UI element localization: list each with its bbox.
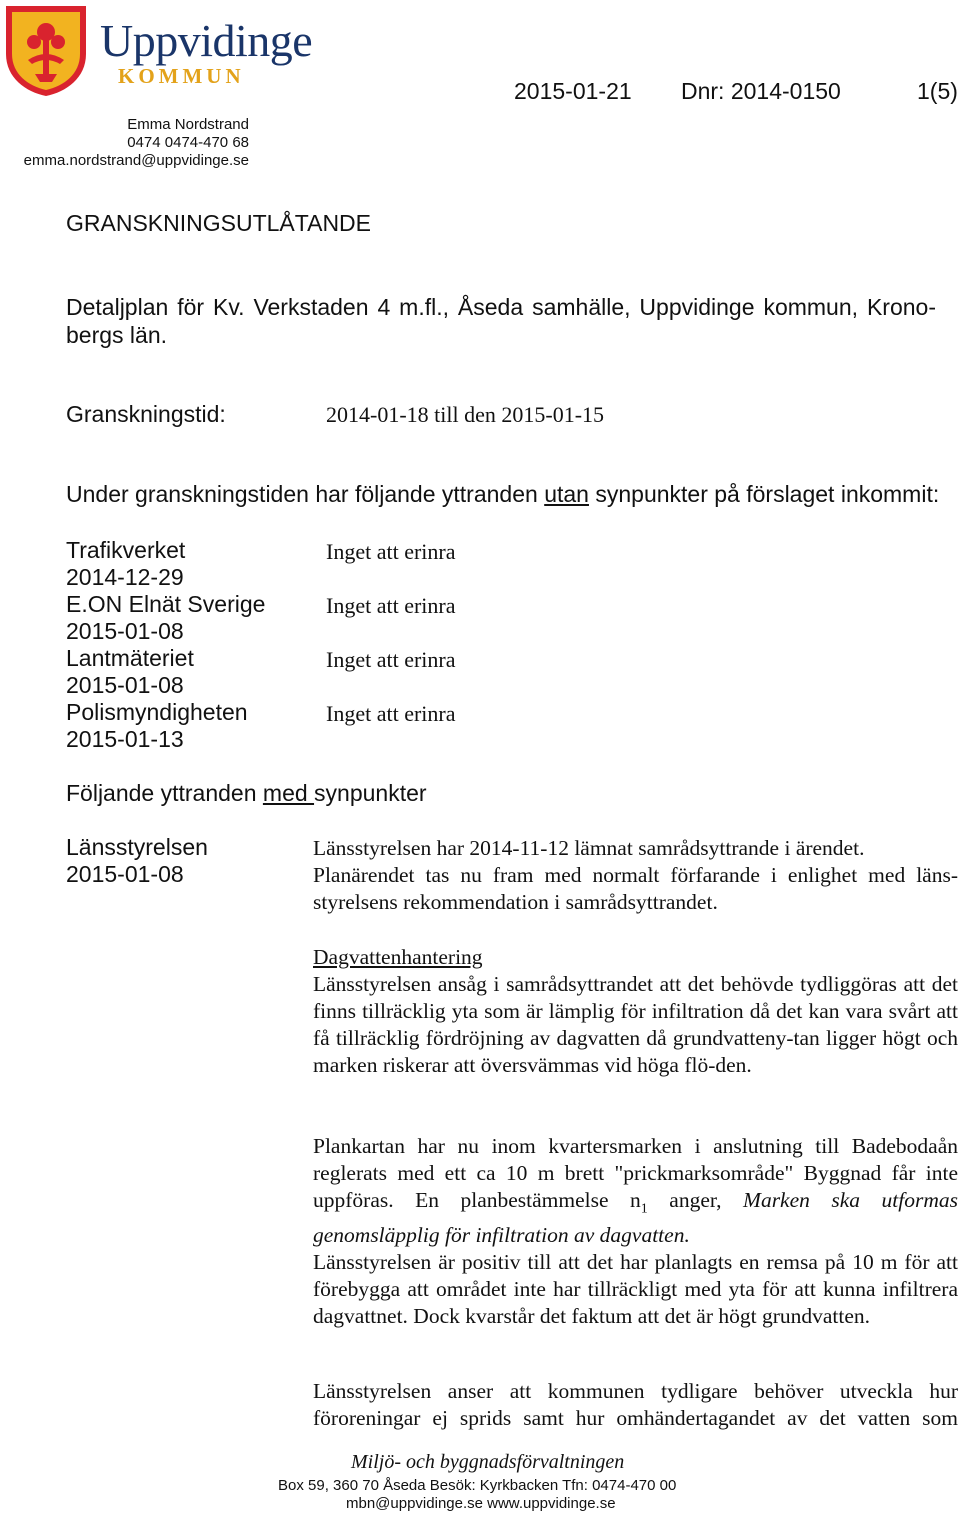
contact-phone: 0474 0474-470 68 (127, 134, 249, 151)
intro-text-a: Under granskningstiden har följande yttranden (66, 481, 545, 507)
org-date: 2015-01-08 (66, 618, 184, 644)
org-response: Inget att erinra (326, 539, 456, 564)
paragraph-line: Planärendet tas nu fram med normalt förfarande i enlighet med läns- (313, 863, 958, 887)
footer-address: Box 59, 360 70 Åseda Besök: Kyrkbacken Tfn: 0474-470 00 (278, 1477, 677, 1494)
footer-department: Miljö- och byggnadsförvaltningen (351, 1451, 625, 1473)
document-date: 2015-01-21 (514, 78, 632, 104)
paragraph-text-part: anger, (647, 1188, 744, 1212)
contact-email: emma.nordstrand@uppvidinge.se (23, 152, 249, 169)
review-period-value: 2014-01-18 till den 2015-01-15 (326, 402, 605, 427)
paragraph-text-part: Plankartan har nu inom kvartersmarken i anslutning till Badebodaån reglerats med ett ca 10 m brett "prickmarksområde" Byggnad får inte uppföras. En planbestämmelse n (313, 1134, 958, 1212)
org-date: 2014-12-29 (66, 564, 184, 590)
org-response: Inget att erinra (326, 647, 456, 672)
with-remarks-heading (66, 780, 427, 807)
page-number: 1(5) (917, 78, 958, 104)
remark-paragraph-2 (313, 944, 958, 1079)
document-title: GRANSKNINGSUTLÅTANDE (66, 210, 372, 236)
with-heading-text-b: synpunkter (314, 780, 427, 806)
remark-paragraph-1 (313, 835, 958, 916)
with-heading-underlined: med (262, 780, 315, 806)
plan-title-line-2: bergs län. (66, 322, 168, 348)
intro-underlined: utan (544, 481, 589, 507)
document-reference-number: Dnr: 2014-0150 (681, 78, 841, 104)
subscript-index: 1 (640, 1201, 648, 1217)
org-date: 2015-01-13 (66, 726, 184, 752)
municipality-coat-of-arms-icon (2, 2, 90, 98)
contact-block (24, 116, 249, 170)
paragraph-text: Länsstyrelsen är positiv till att det har planlagts en remsa på 10 m för att förebygga att området inte har tillräckligt med yta för att kunna infiltrera dagvattnet. Dock kvarstår det faktum att det är högt grundvatten. (313, 1250, 958, 1329)
remark-org-name: Länsstyrelsen (66, 834, 208, 860)
italic-regulation-text: Marken ska utformas genomsläpplig för infiltration av dagvatten. (313, 1188, 958, 1248)
org-name: Polismyndigheten (66, 699, 248, 725)
remark-paragraph-3 (313, 1133, 958, 1330)
org-name: Trafikverket (66, 537, 186, 563)
logo-subtitle: KOMMUN (118, 64, 245, 88)
remark-paragraph-4 (313, 1378, 958, 1432)
paragraph-line: Länsstyrelsen har 2014-11-12 lämnat samrådsyttrande i ärendet. (313, 836, 865, 860)
org-name: E.ON Elnät Sverige (66, 591, 266, 617)
org-response: Inget att erinra (326, 593, 456, 618)
intro-without-remarks (66, 481, 939, 508)
intro-text-b: synpunkter på förslaget inkommit: (588, 481, 940, 507)
review-period-label: Granskningstid: (66, 401, 226, 427)
paragraph-text: Länsstyrelsen ansåg i samrådsyttrandet att det behövde tydliggöras att det finns tillräcklig yta som är lämplig för infiltration då det kan vara svårt att få tillräcklig fördröjning av dagvatten då grundvatteny-tan ligger högt och marken riskerar att översvämmas vid höga flö-den. (313, 972, 958, 1077)
with-heading-text-a: Följande yttranden (66, 780, 263, 806)
paragraph-text (313, 1133, 958, 1249)
org-date: 2015-01-08 (66, 672, 184, 698)
org-response: Inget att erinra (326, 701, 456, 726)
contact-name: Emma Nordstrand (127, 116, 249, 133)
paragraph-text: Länsstyrelsen anser att kommunen tydligare behöver utveckla hur föroreningar ej sprids samt hur omhändertagandet av det vatten som (313, 1379, 958, 1430)
paragraph-line: styrelsens rekommendation i samrådsyttrandet. (313, 890, 718, 914)
footer-web: mbn@uppvidinge.se www.uppvidinge.se (346, 1495, 616, 1512)
plan-title-line-1: Detaljplan för Kv. Verkstaden 4 m.fl., Åseda samhälle, Uppvidinge kommun, Krono- (66, 294, 936, 320)
logo-wordmark: Uppvidinge (100, 15, 313, 66)
plan-title (66, 293, 936, 349)
org-name: Lantmäteriet (66, 645, 194, 671)
remark-org-date: 2015-01-08 (66, 861, 184, 887)
section-heading-dagvatten: Dagvattenhantering (313, 945, 483, 969)
